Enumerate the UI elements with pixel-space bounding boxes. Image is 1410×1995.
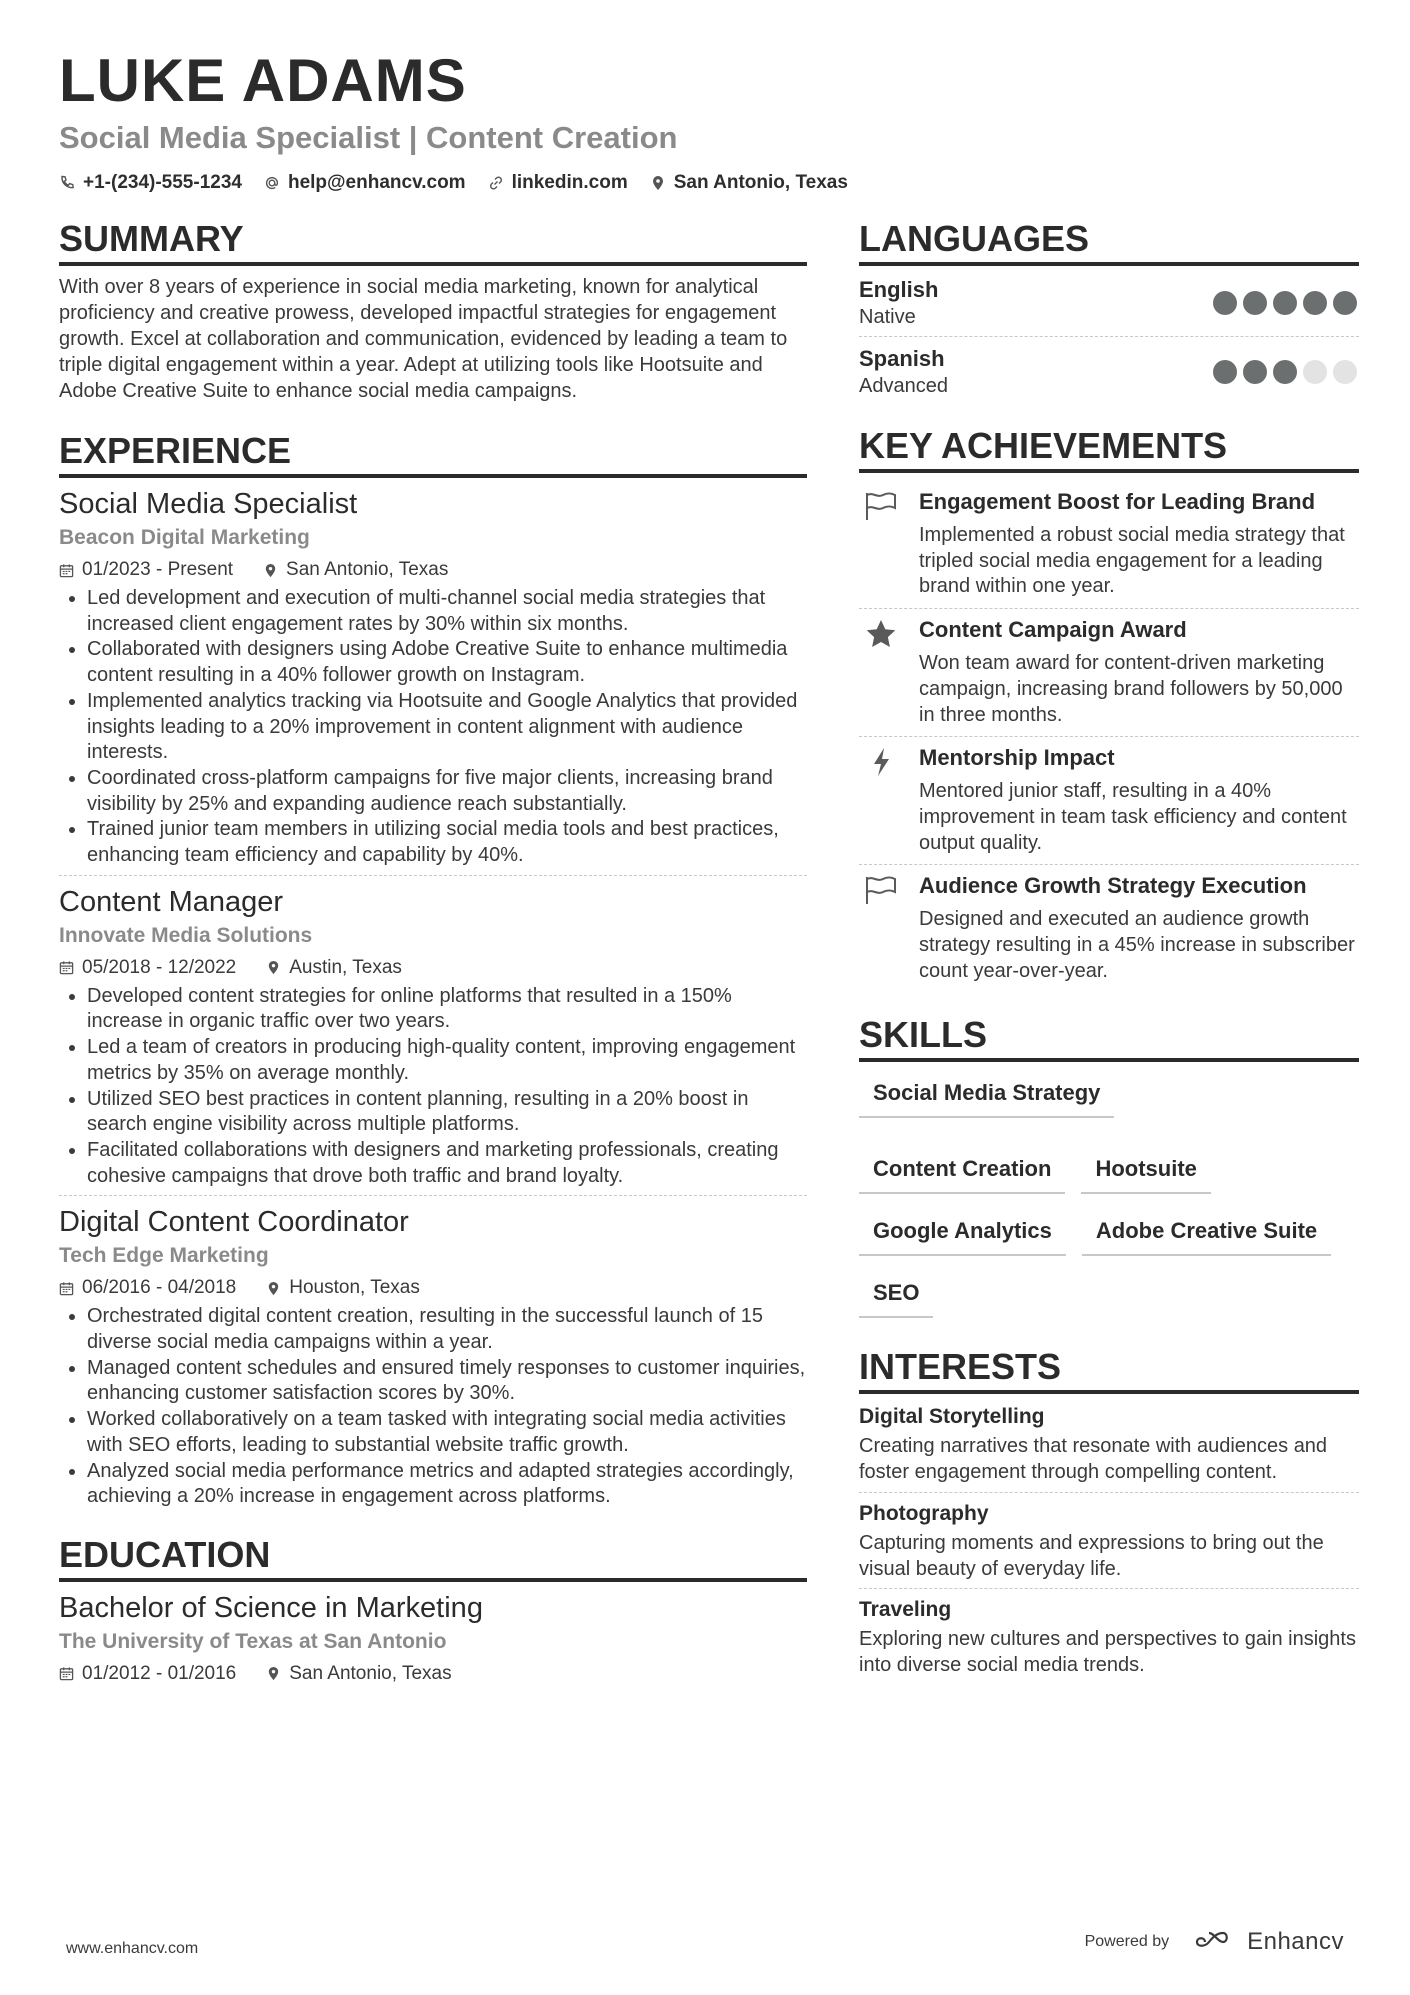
interests-heading: INTERESTS [859, 1346, 1359, 1394]
proficiency-dots [1213, 291, 1357, 315]
right-column [859, 218, 1359, 1691]
location-pin-icon [266, 1281, 281, 1296]
job-location: San Antonio, Texas [286, 559, 449, 580]
interest-desc: Exploring new cultures and perspectives to gain insights into diverse social media trends. [859, 1628, 1356, 1676]
achievement-title: Mentorship Impact [919, 745, 1115, 771]
achievement-title: Content Campaign Award [919, 617, 1187, 643]
job-entry [59, 884, 807, 1197]
summary-section [59, 218, 807, 404]
language-level: Advanced [859, 375, 948, 397]
job-bullets [59, 984, 807, 1190]
summary-heading: SUMMARY [59, 218, 807, 266]
bullet-item: • Analyzed social media performance metrics and adapted strategies accordingly, achieving a 20% increase in engagement across platforms. [87, 1459, 807, 1510]
location-text: San Antonio, Texas [673, 172, 848, 193]
company-name: Innovate Media Solutions [59, 923, 313, 947]
footer-branding [1085, 1928, 1344, 1956]
job-location: Austin, Texas [289, 956, 402, 978]
achievement-desc: Won team award for content-driven marketing campaign, increasing brand followers by 50,000 in three months. [919, 652, 1343, 726]
interests-section [859, 1346, 1359, 1684]
achievement-item [859, 609, 1359, 737]
interest-item [859, 1402, 1359, 1492]
proficiency-dot [1213, 291, 1237, 315]
job-bullets [59, 1304, 807, 1510]
job-title: Social Media Specialist [59, 488, 358, 520]
flag-icon [863, 491, 899, 521]
proficiency-dot [1243, 360, 1267, 384]
interest-title: Traveling [859, 1598, 952, 1622]
candidate-name: LUKE ADAMS [59, 47, 467, 114]
bullet-item: • Implemented analytics tracking via Hootsuite and Google Analytics that provided insights leading to a 20% improvement in content alignment with audience interests. [87, 689, 807, 766]
language-name: English [859, 277, 939, 302]
job-title: Content Manager [59, 885, 284, 918]
achievement-desc: Mentored junior staff, resulting in a 40% improvement in team task efficiency and content output quality. [919, 780, 1347, 854]
contact-location [650, 172, 848, 194]
language-name: Spanish [859, 346, 945, 371]
skills-list [859, 1070, 1359, 1318]
brand-name: Enhancv [1247, 1928, 1344, 1955]
bullet-item: • Led development and execution of multi-channel social media strategies that increased client engagement rates by 30% within six months. [87, 586, 807, 637]
phone-text: +1-(234)-555-1234 [83, 172, 242, 193]
education-meta [59, 1660, 807, 1688]
skills-heading: SKILLS [859, 1014, 1359, 1062]
skill-tag: Adobe Creative Suite [1082, 1208, 1331, 1256]
flag-icon [863, 875, 899, 905]
interest-desc: Creating narratives that resonate with audiences and foster engagement through compelling content. [859, 1435, 1328, 1484]
job-dates: 06/2016 - 04/2018 [82, 1277, 237, 1299]
job-dates: 01/2023 - Present [82, 559, 234, 580]
achievements-section [859, 425, 1359, 992]
skills-section [859, 1014, 1359, 1318]
proficiency-dots [1213, 360, 1357, 384]
bullet-item: • Developed content strategies for online platforms that resulted in a 150% increase in organic traffic over two years. [87, 984, 807, 1035]
language-level: Native [859, 306, 916, 328]
proficiency-dot [1213, 360, 1237, 384]
language-item [859, 343, 1359, 405]
job-meta [59, 1274, 807, 1302]
enhancv-logo-icon [1193, 1930, 1239, 1954]
interest-item [859, 1595, 1359, 1684]
bullet-item: • Managed content schedules and ensured timely responses to customer inquiries, enhancing customer satisfaction scores by 30%. [87, 1356, 807, 1407]
bullet-item: • Coordinated cross-platform campaigns for five major clients, increasing brand visibility by 25% and expanding audience reach substantially. [87, 766, 807, 817]
location-pin-icon [263, 563, 278, 578]
contact-phone[interactable] [59, 172, 242, 194]
achievement-title: Engagement Boost for Leading Brand [919, 489, 1316, 514]
summary-text: With over 8 years of experience in social media marketing, known for analytical proficiency and creative prowess, developed impactful strategies for engagement growth. Excel at collaboration and communication, evidenced by leading a team to triple digital engagement within a year. Adept at utilizing tools like Hootsuite and Adobe Creative Suite to enhance social media campaigns. [59, 276, 788, 402]
education-section [59, 1534, 807, 1688]
proficiency-dot [1303, 360, 1327, 384]
contact-bar [59, 172, 1359, 194]
achievement-title: Audience Growth Strategy Execution [919, 873, 1307, 899]
email-text: help@enhancv.com [287, 172, 466, 193]
contact-email[interactable] [264, 172, 466, 194]
location-pin-icon [266, 1666, 281, 1681]
job-entry [59, 486, 807, 876]
left-column [59, 218, 807, 1690]
languages-heading: LANGUAGES [859, 218, 1359, 266]
powered-by-label: Powered by [1084, 1933, 1170, 1950]
job-location: Houston, Texas [289, 1277, 420, 1299]
company-name: Beacon Digital Marketing [59, 526, 310, 549]
experience-section [59, 430, 807, 1516]
experience-heading: EXPERIENCE [59, 430, 807, 478]
company-name: Tech Edge Marketing [59, 1244, 269, 1268]
contact-linkedin[interactable] [488, 172, 628, 194]
calendar-icon [59, 563, 74, 578]
footer-website[interactable]: www.enhancv.com [66, 1940, 199, 1957]
job-meta [59, 556, 807, 584]
bullet-item: • Trained junior team members in utilizing social media tools and best practices, enhancing team efficiency and capability by 40%. [87, 817, 807, 868]
proficiency-dot [1333, 360, 1357, 384]
achievement-item [859, 481, 1359, 609]
skill-tag: Content Creation [859, 1146, 1065, 1194]
bullet-item: • Orchestrated digital content creation, resulting in the successful launch of 15 diverse social media campaigns within a year. [87, 1304, 807, 1355]
star-icon [863, 619, 899, 649]
job-title: Digital Content Coordinator [59, 1206, 409, 1239]
proficiency-dot [1273, 291, 1297, 315]
interest-item [859, 1499, 1359, 1589]
achievement-desc: Designed and executed an audience growth strategy resulting in a 45% increase in subscriber count year-over-year. [919, 908, 1355, 982]
languages-section [859, 218, 1359, 405]
resume-header [59, 46, 1359, 194]
brand-logo[interactable] [1193, 1928, 1344, 1956]
proficiency-dot [1273, 360, 1297, 384]
degree-title: Bachelor of Science in Marketing [59, 1591, 483, 1624]
skill-tag: Google Analytics [859, 1208, 1066, 1256]
at-icon [264, 175, 280, 191]
location-pin-icon [266, 960, 281, 975]
education-dates: 01/2012 - 01/2016 [82, 1662, 237, 1684]
language-item [859, 274, 1359, 337]
location-pin-icon [650, 175, 666, 191]
bullet-item: • Worked collaboratively on a team tasked with integrating social media activities with SEO efforts, leading to substantial website traffic growth. [87, 1407, 807, 1458]
achievement-item [859, 737, 1359, 865]
job-bullets [59, 586, 807, 869]
achievement-item [859, 865, 1359, 992]
bullet-item: • Utilized SEO best practices in content planning, resulting in a 20% boost in search engine visibility across multiple platforms. [87, 1087, 807, 1138]
proficiency-dot [1303, 291, 1327, 315]
candidate-title: Social Media Specialist | Content Creation [59, 120, 678, 155]
proficiency-dot [1333, 291, 1357, 315]
interest-desc: Capturing moments and expressions to bring out the visual beauty of everyday life. [859, 1531, 1324, 1580]
education-location: San Antonio, Texas [289, 1662, 452, 1684]
achievements-heading: KEY ACHIEVEMENTS [859, 425, 1359, 473]
skill-tag: Social Media Strategy [859, 1070, 1114, 1118]
interest-title: Photography [859, 1501, 989, 1525]
bullet-item: • Collaborated with designers using Adobe Creative Suite to enhance multimedia content resulting in a 40% follower growth on Instagram. [87, 637, 807, 688]
education-heading: EDUCATION [59, 1534, 807, 1582]
linkedin-text: linkedin.com [511, 172, 628, 193]
skill-tag: Hootsuite [1081, 1146, 1210, 1194]
calendar-icon [59, 1666, 74, 1681]
achievement-desc: Implemented a robust social media strategy that tripled social media engagement for a leading brand within one year. [919, 524, 1345, 598]
link-icon [488, 175, 504, 191]
school-name: The University of Texas at San Antonio [59, 1629, 447, 1653]
job-dates: 05/2018 - 12/2022 [82, 956, 237, 978]
proficiency-dot [1243, 291, 1267, 315]
calendar-icon [59, 960, 74, 975]
interest-title: Digital Storytelling [859, 1405, 1045, 1429]
job-entry [59, 1204, 807, 1516]
calendar-icon [59, 1281, 74, 1296]
phone-icon [59, 175, 75, 191]
bullet-item: • Led a team of creators in producing high-quality content, improving engagement metrics by 35% on average monthly. [87, 1035, 807, 1086]
skill-tag: SEO [859, 1270, 933, 1318]
lightning-icon [863, 747, 899, 777]
job-meta [59, 954, 807, 982]
bullet-item: • Facilitated collaborations with designers and marketing professionals, creating cohesive campaigns that drove both traffic and brand loyalty. [87, 1138, 807, 1189]
